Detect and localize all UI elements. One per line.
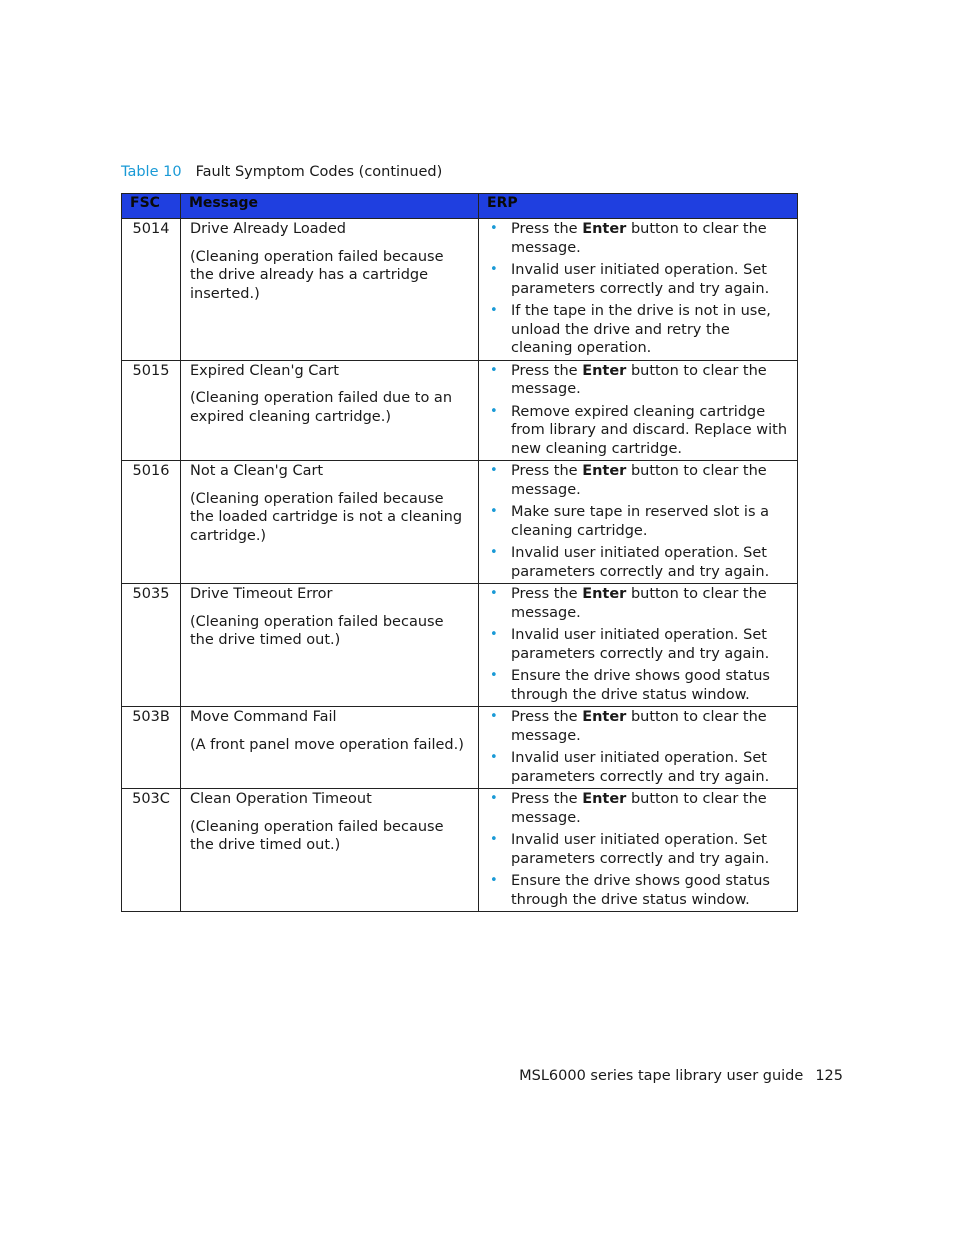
table-caption bbox=[121, 162, 442, 182]
message-cell bbox=[181, 789, 479, 912]
erp-list-item bbox=[487, 831, 789, 868]
message-title: Move Command Fail bbox=[190, 709, 337, 725]
erp-text: Press the bbox=[511, 221, 583, 237]
bullet-icon: • bbox=[490, 504, 498, 519]
erp-text: Press the bbox=[511, 463, 583, 479]
message-detail: (Cleaning operation failed because the loaded cartridge is not a cleaning cartridge.) bbox=[190, 490, 463, 544]
bullet-icon: • bbox=[490, 403, 498, 419]
bullet-icon: • bbox=[490, 545, 498, 560]
bullet-icon: • bbox=[490, 303, 498, 318]
erp-list bbox=[487, 462, 789, 581]
erp-cell bbox=[479, 219, 798, 361]
erp-list-item bbox=[487, 503, 789, 540]
message-cell bbox=[181, 584, 479, 707]
erp-text: Invalid user initiated operation. Set parameters correctly and try again. bbox=[511, 262, 770, 297]
bullet-icon: • bbox=[490, 463, 498, 478]
erp-list-item bbox=[487, 544, 789, 581]
bullet-icon: • bbox=[490, 832, 498, 847]
erp-text-continued: button to clear the message. bbox=[511, 221, 767, 256]
erp-list-item bbox=[487, 462, 789, 499]
erp-key-name: Enter bbox=[582, 362, 627, 379]
erp-key-name: Enter bbox=[582, 709, 627, 725]
erp-list-item bbox=[487, 626, 789, 663]
table-row bbox=[122, 461, 798, 584]
bullet-icon: • bbox=[490, 791, 498, 806]
message-title: Clean Operation Timeout bbox=[190, 791, 372, 807]
message-title: Drive Timeout Error bbox=[190, 586, 333, 602]
fsc-code: 5035 bbox=[122, 584, 181, 707]
erp-list-item bbox=[487, 790, 789, 827]
erp-text-continued: button to clear the message. bbox=[511, 362, 767, 397]
bullet-icon: • bbox=[490, 709, 498, 724]
bullet-icon: • bbox=[490, 668, 498, 683]
guide-title: MSL6000 series tape library user guide bbox=[519, 1068, 804, 1084]
erp-list-item bbox=[487, 872, 789, 909]
table-title: Fault Symptom Codes (continued) bbox=[195, 164, 443, 180]
fsc-code: 5016 bbox=[122, 461, 181, 584]
erp-list bbox=[487, 220, 789, 358]
erp-list-item bbox=[487, 585, 789, 622]
erp-text: Invalid user initiated operation. Set parameters correctly and try again. bbox=[511, 545, 770, 580]
fsc-code: 5015 bbox=[122, 360, 181, 461]
message-cell bbox=[181, 707, 479, 789]
erp-list-item bbox=[487, 667, 789, 704]
message-cell bbox=[181, 219, 479, 361]
bullet-icon: • bbox=[490, 262, 498, 277]
erp-cell bbox=[479, 584, 798, 707]
table-row bbox=[122, 584, 798, 707]
table-number: Table 10 bbox=[121, 164, 182, 180]
erp-key-name: Enter bbox=[582, 791, 627, 807]
header-erp: ERP bbox=[479, 194, 798, 219]
erp-key-name: Enter bbox=[582, 586, 627, 602]
header-fsc: FSC bbox=[122, 194, 181, 219]
bullet-icon: • bbox=[490, 586, 498, 601]
erp-text: Invalid user initiated operation. Set parameters correctly and try again. bbox=[511, 832, 770, 867]
erp-cell bbox=[479, 789, 798, 912]
message-title: Not a Clean'g Cart bbox=[190, 463, 324, 479]
erp-text: Make sure tape in reserved slot is a cleaning cartridge. bbox=[511, 504, 769, 539]
bullet-icon: • bbox=[490, 750, 498, 765]
erp-text: Ensure the drive shows good status through the drive status window. bbox=[511, 873, 770, 908]
erp-text-continued: button to clear the message. bbox=[511, 709, 767, 744]
page-footer bbox=[519, 1066, 843, 1086]
page-number: 125 bbox=[815, 1068, 843, 1084]
erp-list bbox=[487, 362, 789, 459]
erp-key-name: Enter bbox=[582, 221, 627, 237]
message-cell bbox=[181, 360, 479, 461]
bullet-icon: • bbox=[490, 221, 498, 236]
erp-text: Ensure the drive shows good status through the drive status window. bbox=[511, 668, 770, 703]
table-row bbox=[122, 360, 798, 461]
fsc-code: 503C bbox=[122, 789, 181, 912]
bullet-icon: • bbox=[490, 627, 498, 642]
table-body bbox=[122, 219, 798, 912]
message-detail: (Cleaning operation failed because the drive timed out.) bbox=[190, 818, 444, 853]
table-row bbox=[122, 219, 798, 361]
erp-cell bbox=[479, 461, 798, 584]
erp-text: Press the bbox=[511, 586, 583, 602]
message-detail: (Cleaning operation failed because the drive timed out.) bbox=[190, 613, 444, 648]
erp-list bbox=[487, 708, 789, 786]
erp-list-item bbox=[487, 708, 789, 745]
erp-text-continued: button to clear the message. bbox=[511, 463, 767, 498]
erp-text: Invalid user initiated operation. Set parameters correctly and try again. bbox=[511, 750, 770, 785]
erp-list bbox=[487, 585, 789, 704]
erp-list bbox=[487, 790, 789, 909]
message-title: Expired Clean'g Cart bbox=[190, 362, 339, 379]
message-detail: (A front panel move operation failed.) bbox=[190, 736, 464, 753]
erp-list-item bbox=[487, 302, 789, 358]
erp-text: If the tape in the drive is not in use, unload the drive and retry the cleaning operation. bbox=[511, 303, 771, 356]
erp-list-item bbox=[487, 261, 789, 298]
table-row bbox=[122, 789, 798, 912]
erp-cell bbox=[479, 707, 798, 789]
erp-text: Press the bbox=[511, 791, 583, 807]
erp-key-name: Enter bbox=[582, 463, 627, 479]
erp-list-item bbox=[487, 749, 789, 786]
message-title: Drive Already Loaded bbox=[190, 221, 346, 237]
header-message: Message bbox=[181, 194, 479, 219]
table-row bbox=[122, 707, 798, 789]
message-cell bbox=[181, 461, 479, 584]
fsc-code: 5014 bbox=[122, 219, 181, 361]
bullet-icon: • bbox=[490, 873, 498, 888]
erp-text: Remove expired cleaning cartridge from library and discard. Replace with new cleaning cartridge. bbox=[511, 403, 788, 457]
erp-cell bbox=[479, 360, 798, 461]
erp-list-item bbox=[487, 362, 789, 399]
erp-list-item bbox=[487, 220, 789, 257]
erp-text-continued: button to clear the message. bbox=[511, 791, 767, 826]
bullet-icon: • bbox=[490, 362, 498, 378]
erp-text: Invalid user initiated operation. Set parameters correctly and try again. bbox=[511, 627, 770, 662]
erp-text: Press the bbox=[511, 709, 583, 725]
erp-text: Press the bbox=[511, 362, 583, 379]
fsc-code: 503B bbox=[122, 707, 181, 789]
erp-list-item bbox=[487, 403, 789, 459]
table-header-row bbox=[122, 194, 798, 219]
fault-symptom-table bbox=[121, 193, 798, 912]
erp-text-continued: button to clear the message. bbox=[511, 586, 767, 621]
message-detail: (Cleaning operation failed due to an expired cleaning cartridge.) bbox=[190, 390, 453, 425]
message-detail: (Cleaning operation failed because the drive already has a cartridge inserted.) bbox=[190, 248, 444, 302]
